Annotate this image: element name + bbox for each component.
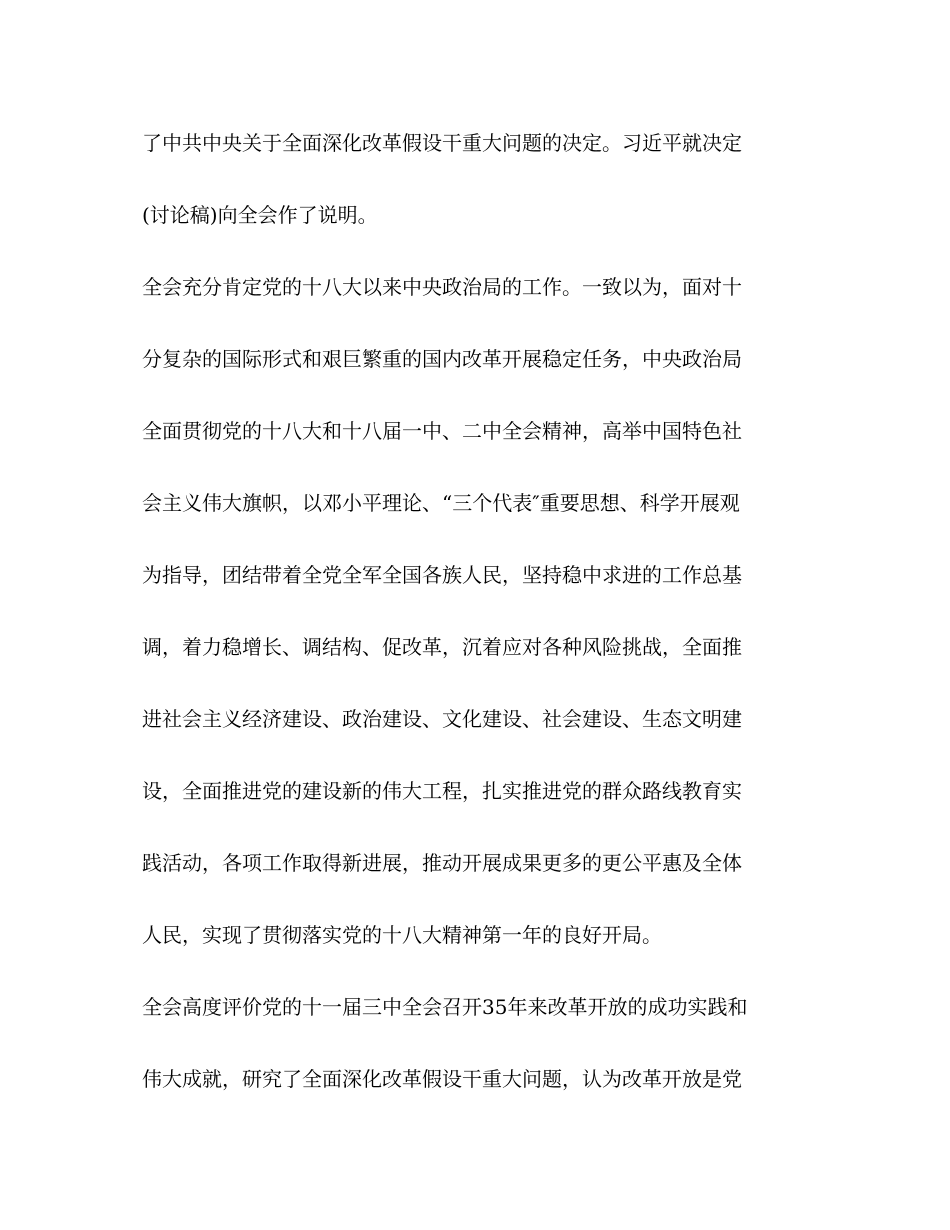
text-line: 进社会主义经济建设、政治建设、文化建设、社会建设、生态文明建	[142, 707, 742, 731]
text-line: 践活动，各项工作取得新进展，推动开展成果更多的更公平惠及全体	[142, 851, 742, 875]
text-line: 设，全面推进党的建设新的伟大工程，扎实推进党的群众路线教育实	[142, 779, 742, 803]
text-line: 了中共中央关于全面深化改革假设干重大问题的决定。习近平就决定	[142, 131, 742, 155]
text-line: 伟大成就，研究了全面深化改革假设干重大问题，认为改革开放是党	[142, 1067, 742, 1091]
text-line: 全会高度评价党的十一届三中全会召开35年来改革开放的成功实践和	[142, 995, 748, 1019]
text-line: 全面贯彻党的十八大和十八届一中、二中全会精神，高举中国特色社	[142, 419, 742, 443]
text-line: 全会充分肯定党的十八大以来中央政治局的工作。一致以为，面对十	[142, 275, 742, 299]
text-line: 分复杂的国际形式和艰巨繁重的国内改革开展稳定任务，中央政治局	[142, 347, 742, 371]
text-line: 为指导，团结带着全党全军全国各族人民，坚持稳中求进的工作总基	[142, 563, 742, 587]
text-line: (讨论稿)向全会作了说明。	[142, 203, 378, 227]
text-line: 会主义伟大旗帜，以邓小平理论、“三个代表″重要思想、科学开展观	[142, 491, 740, 515]
text-line: 调，着力稳增长、调结构、促改革，沉着应对各种风险挑战，全面推	[142, 635, 742, 659]
text-line: 人民，实现了贯彻落实党的十八大精神第一年的良好开局。	[142, 923, 662, 947]
